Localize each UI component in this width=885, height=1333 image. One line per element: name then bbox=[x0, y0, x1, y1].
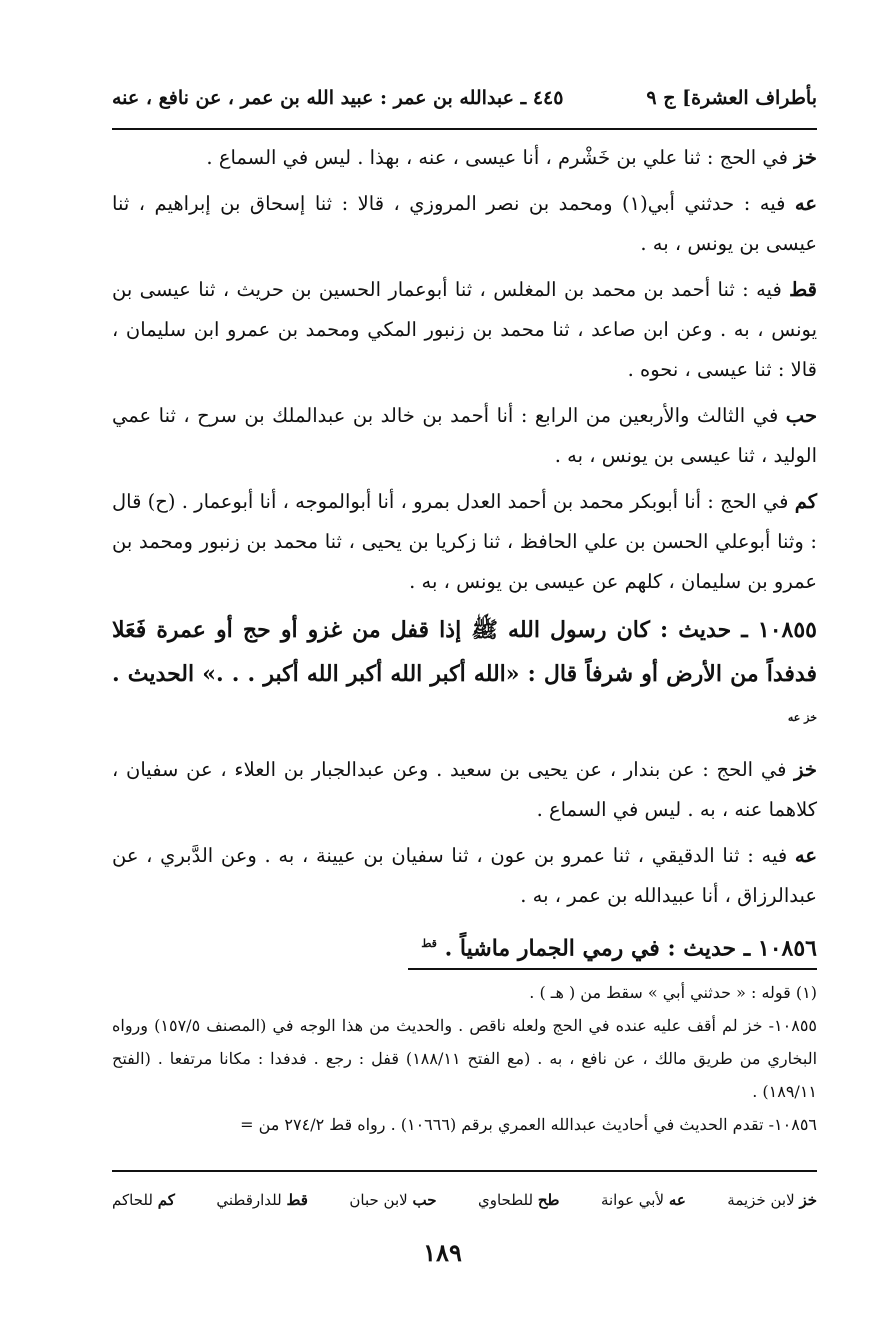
source-siglum: عه bbox=[794, 844, 817, 868]
paragraph bbox=[112, 138, 817, 178]
footnote-divider bbox=[408, 968, 817, 970]
page-number: ١٨٩ bbox=[423, 1238, 462, 1267]
header-divider bbox=[112, 128, 817, 130]
paragraph-text: فيه : حدثني أبي(١) ومحمد بن نصر المروزي ، قالا : ثنا إسحاق بن إبراهيم ، ثنا عيسى بن يونس ، به . bbox=[112, 192, 817, 255]
abbreviation-legend bbox=[112, 1182, 817, 1218]
paragraph bbox=[112, 396, 817, 476]
paragraph-text: في الثالث والأربعين من الرابع : أنا أحمد بن خالد بن عبدالملك بن سرح ، ثنا عمي الوليد ، ثنا عيسى بن يونس ، به . bbox=[112, 404, 817, 467]
hadith-text: ـ حديث : كان رسول الله ﷺ إذا قفل من غزو أو حج أو عمرة فَعَلا فدفداً من الأرض أو شرفاً قال : «الله أكبر الله أكبر الله أكبر . . .» الحديث . bbox=[112, 617, 817, 687]
paragraph-text: في الحج : عن بندار ، عن يحيى بن سعيد . وعن عبدالجبار بن العلاء ، عن سفيان ، كلاهما عنه ، به . ليس في السماع . bbox=[112, 758, 817, 822]
paragraph bbox=[112, 750, 817, 830]
footnote: (١) قوله : « حدثني أبي » سقط من ( هـ ) . bbox=[529, 983, 817, 1002]
legend-item: طح للطحاوي bbox=[477, 1191, 560, 1209]
paragraph-text: فيه : ثنا الدقيقي ، ثنا عمرو بن عون ، ثنا سفيان بن عيينة ، به . وعن الدَّبري ، عن عبدالرزاق ، أنا عبيدالله بن عمر ، به . bbox=[112, 844, 817, 908]
paragraph-text: فيه : ثنا أحمد بن محمد بن المغلس ، ثنا أبوعمار الحسين بن حريث ، ثنا عيسى بن يونس ، به . وعن ابن صاعد ، ثنا محمد بن زنبور المكي ومحمد بن عمرو ابن سليمان ، قالا : ثنا عيسى ، نحوه . bbox=[112, 278, 817, 381]
legend-item: قط للدارقطني bbox=[216, 1191, 308, 1209]
legend-divider bbox=[112, 1170, 817, 1172]
source-siglum: حب bbox=[785, 404, 817, 427]
paragraph bbox=[112, 482, 817, 602]
header-section-title: ٤٤٥ ـ عبدالله بن عمر : عبيد الله بن عمر ، عن نافع ، عنه bbox=[112, 87, 564, 109]
source-siglum: كم bbox=[794, 490, 817, 513]
footnote: ١٠٨٥٦- تقدم الحديث في أحاديث عبدالله العمري برقم (١٠٦٦٦) . رواه قط ٢٧٤/٢ من = bbox=[240, 1115, 817, 1134]
footnote: ١٠٨٥٥- خز لم أقف عليه عنده في الحج ولعله ناقص . والحديث من هذا الوجه في (المصنف ١٥٧/٥) ورواه البخاري من طريق مالك ، عن نافع ، به . (مع الفتح ١٨٨/١١) قفل : رجع . فدفدا : مكانا مرتفعا . (الفتح ١٨٩/١١) . bbox=[112, 1016, 818, 1101]
main-text bbox=[112, 138, 817, 977]
legend-item: كم للحاكم bbox=[112, 1191, 175, 1209]
footnotes bbox=[112, 976, 817, 1141]
hadith-entry-10855 bbox=[112, 608, 817, 744]
legend-item: خز لابن خزيمة bbox=[727, 1191, 817, 1209]
running-header bbox=[112, 78, 817, 118]
source-siglum: عه bbox=[794, 192, 818, 215]
paragraph-text: في الحج : ثنا علي بن خَشْرم ، أنا عيسى ، عنه ، بهذا . ليس في السماع . bbox=[206, 146, 788, 169]
paragraph-text: في الحج : أنا أبوبكر محمد بن أحمد العدل بمرو ، أنا أبوالموجه ، أنا أبوعمار . (ح) قال : وثنا أبوعلي الحسن بن علي الحافظ ، ثنا زكريا بن يحيى ، ثنا محمد بن زنبور ومحمد بن عمرو بن سليمان ، كلهم عن عيسى بن يونس ، به . bbox=[112, 490, 817, 593]
source-siglum: خز bbox=[794, 146, 817, 169]
source-siglum: خز bbox=[794, 758, 817, 782]
hadith-number: ١٠٨٥٥ bbox=[757, 617, 817, 643]
paragraph bbox=[112, 836, 817, 916]
header-book-title: بأطراف العشرة] ج ٩ bbox=[646, 87, 817, 109]
legend-item: عه لأبي عوانة bbox=[600, 1191, 686, 1209]
paragraph bbox=[112, 184, 817, 264]
hadith-number: ١٠٨٥٦ bbox=[757, 935, 817, 962]
source-siglum: قط bbox=[789, 278, 818, 301]
legend-item: حب لابن حبان bbox=[349, 1191, 437, 1209]
hadith-text: ـ حديث : في رمي الجمار ماشياً . bbox=[444, 935, 751, 962]
hadith-sigla: خز عه bbox=[787, 711, 817, 724]
hadith-entry-10856 bbox=[112, 922, 817, 970]
hadith-sigla: قط bbox=[421, 937, 437, 951]
paragraph bbox=[112, 270, 817, 390]
